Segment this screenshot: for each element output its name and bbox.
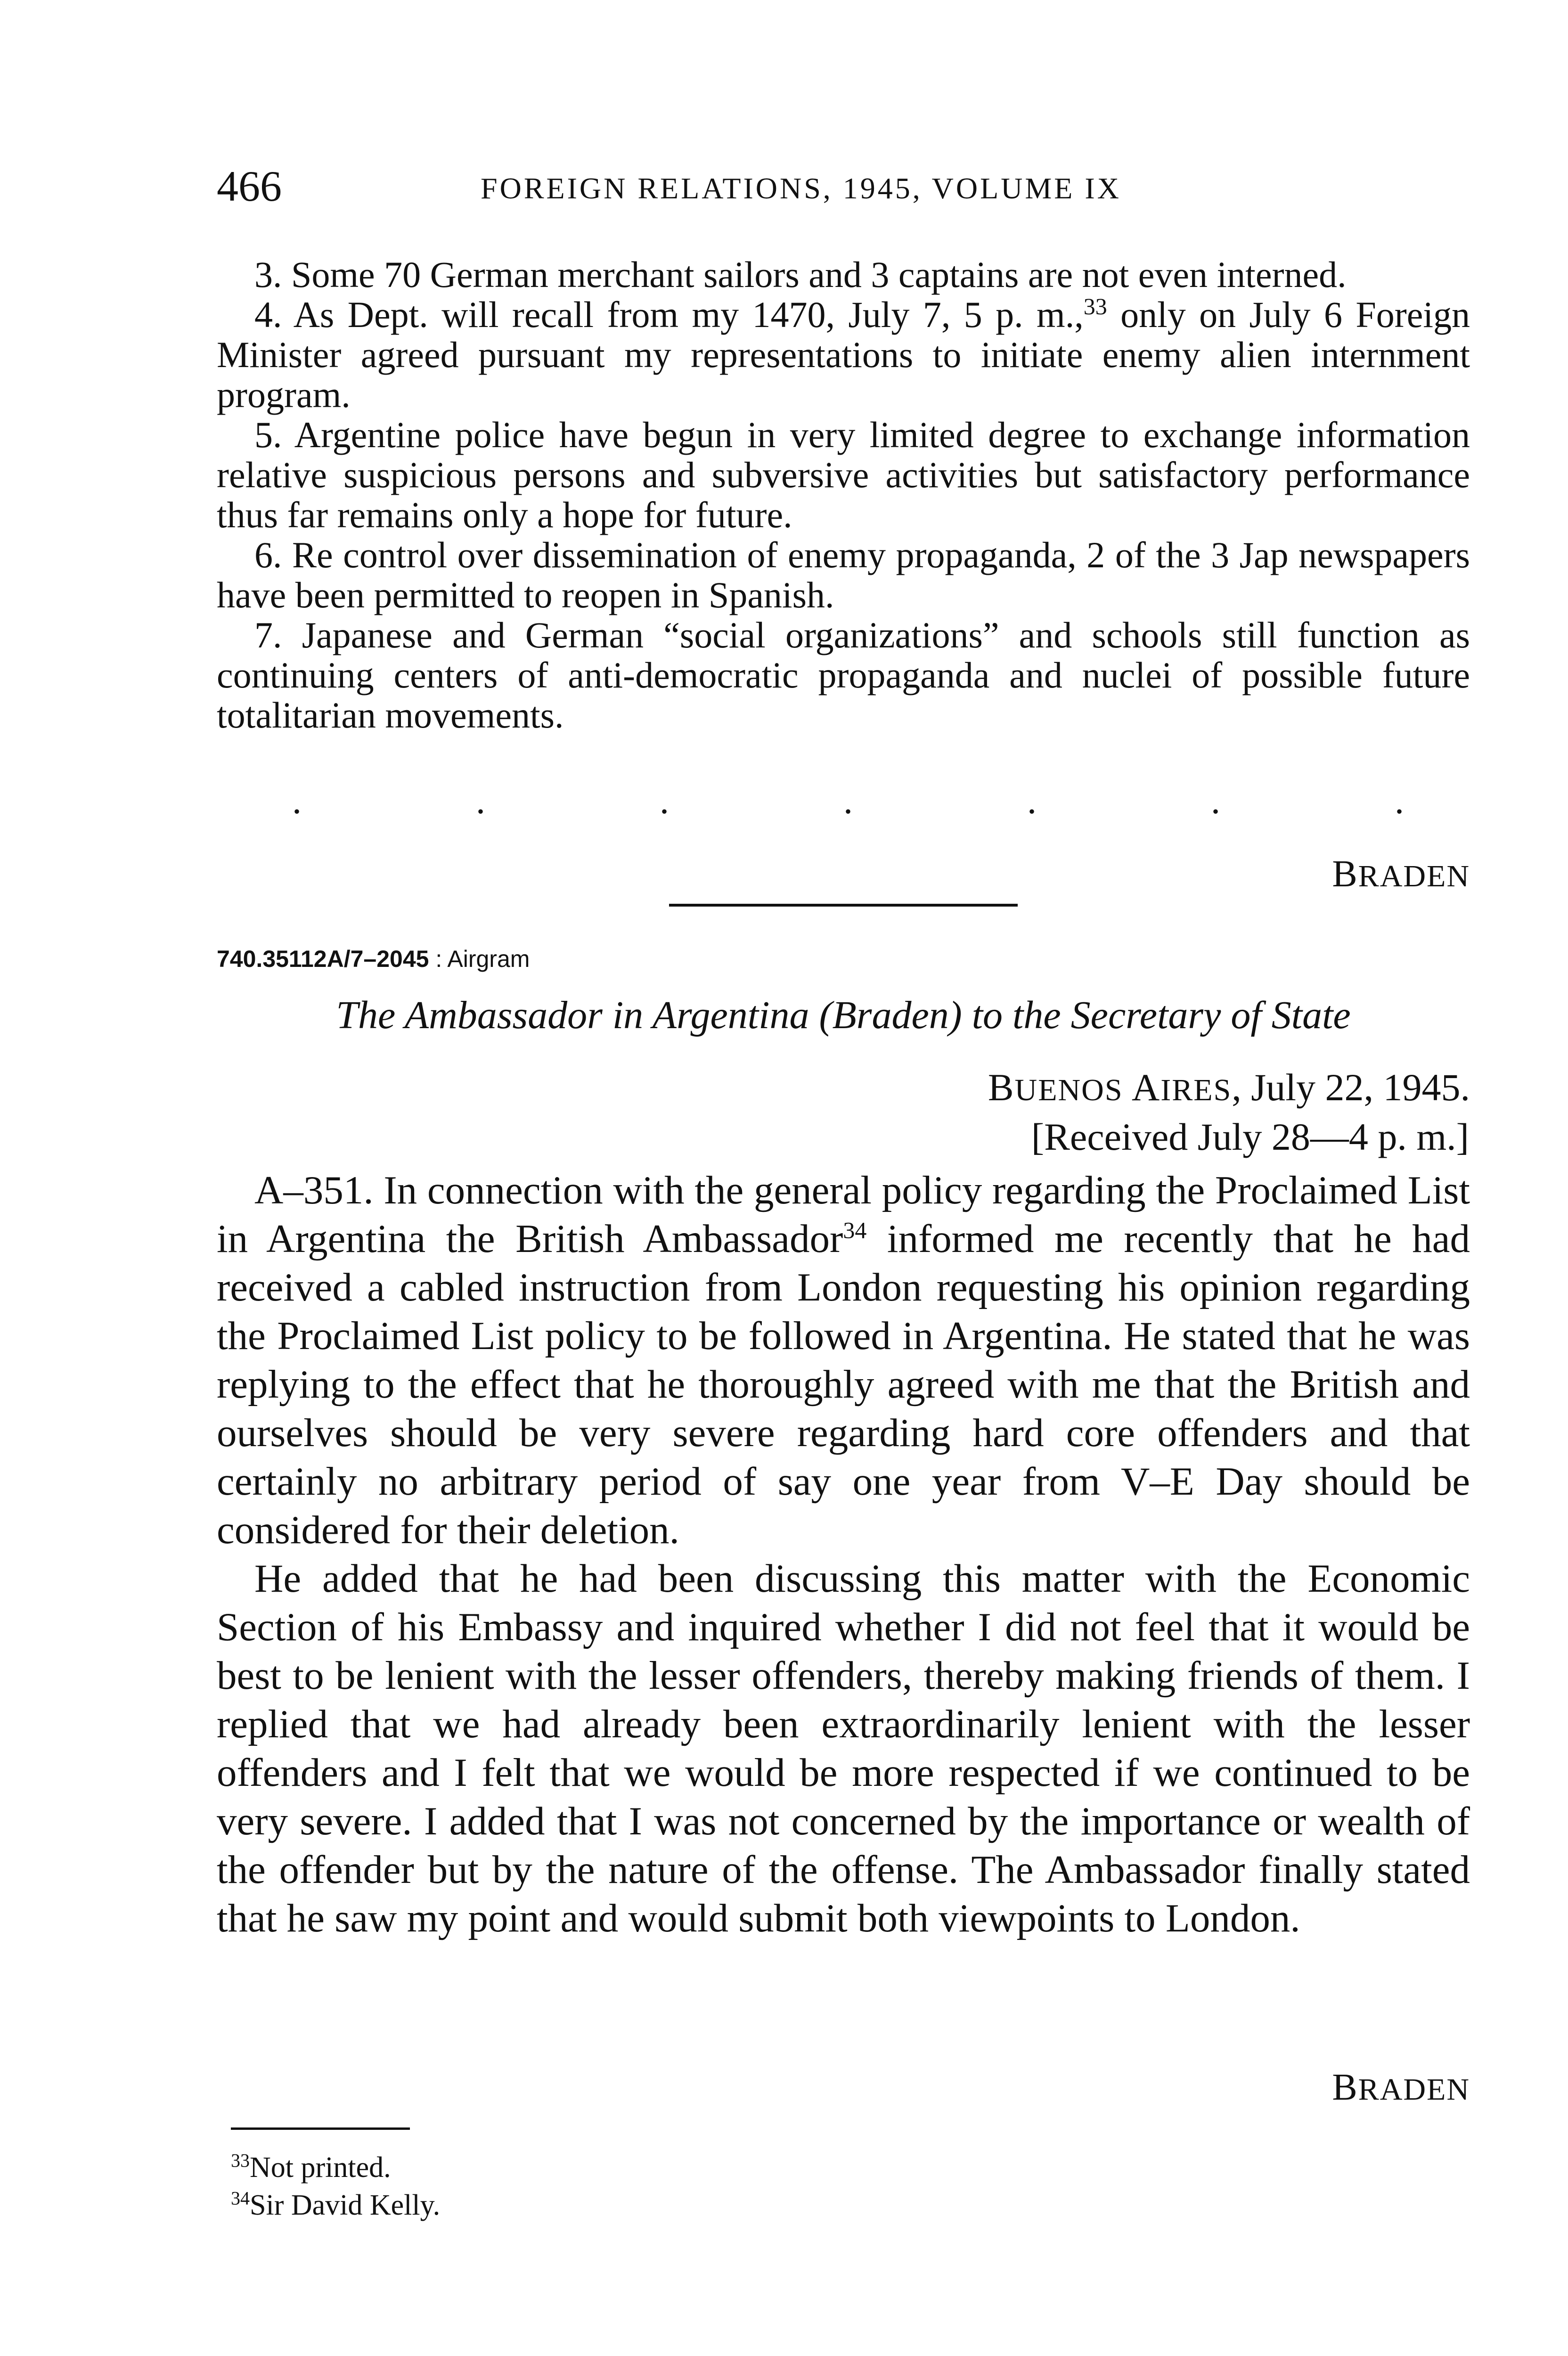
ellipsis-dot: . <box>292 780 302 822</box>
document-heading: The Ambassador in Argentina (Braden) to the Secretary of State <box>336 993 1351 1037</box>
file-reference <box>217 942 530 975</box>
file-number: 740.35112A/7–2045 <box>217 946 429 972</box>
paragraph: 3. Some 70 German merchant sailors and 3 captains are not even interned. <box>254 254 1347 295</box>
document-body <box>217 1166 1470 1943</box>
footnote-reference: 34 <box>843 1217 867 1243</box>
dateline <box>988 1065 1470 1113</box>
place-name: BUENOS AIRES <box>988 1066 1232 1109</box>
footnote-number: 33 <box>231 2150 250 2171</box>
paragraph <box>217 1166 1470 1554</box>
paragraph-text: informed me recently that he had received a cabled instruction from London requesting his opinion regarding the Proclaimed List policy to be followed in Argentina. He stated that he was replying to the effect that he thoroughly agreed with me that the British and ourselves should be very severe regarding hard core offenders and that certainly no arbitrary period of say one year from V–E Day should be considered for their deletion. <box>217 1217 1470 1552</box>
signature-text: BRADEN <box>1332 2067 1470 2108</box>
section-divider <box>669 904 1018 907</box>
footnote-number: 34 <box>231 2187 250 2209</box>
signature-text: BRADEN <box>1332 853 1470 895</box>
ellipsis-dot: . <box>660 780 669 822</box>
footnote-reference: 33 <box>1083 293 1107 319</box>
file-type: : Airgram <box>435 946 530 972</box>
previous-document-body <box>217 254 1470 735</box>
ellipsis-dot: . <box>1395 780 1404 822</box>
page-number: 466 <box>217 162 282 210</box>
paragraph-text: only on July 6 Foreign Minister agreed pursuant my representations to initiate enemy alien internment program. <box>217 294 1470 415</box>
ellipsis-dot: . <box>843 780 853 822</box>
date: , July 22, 1945. <box>1232 1066 1470 1109</box>
omission-ellipsis <box>292 782 1404 820</box>
journal-title: FOREIGN RELATIONS, 1945, VOLUME IX <box>481 172 1121 205</box>
footnote <box>231 2149 440 2186</box>
paragraph: 7. Japanese and German “social organizations” and schools still function as continuing centers of anti-democratic propaganda and nuclei of possible future totalitarian movements. <box>217 614 1470 736</box>
paragraph: 5. Argentine police have begun in very limited degree to exchange information relative suspicious persons and subversive activities but satisfactory performance thus far remains only a hope for future. <box>217 414 1470 535</box>
footnote-text: Sir David Kelly. <box>250 2189 441 2221</box>
paragraph-text: A–351. In connection with the general policy regarding the Proclaimed List in Argentina the British Ambassador <box>217 1168 1470 1261</box>
ellipsis-dot: . <box>1027 780 1037 822</box>
running-head <box>217 160 1470 212</box>
paragraph-text: 4. As Dept. will recall from my 1470, July 7, 5 p. m., <box>254 294 1084 335</box>
received-note: [Received July 28—4 p. m.] <box>1031 1115 1469 1158</box>
paragraph <box>217 294 1470 415</box>
ellipsis-dot: . <box>476 780 485 822</box>
paragraph: He added that he had been discussing this matter with the Economic Section of his Embassy and inquired whether I did not feel that it would be best to be lenient with the lesser offenders, thereby making friends of them. I replied that we had already been extraordinarily lenient with the lesser offenders and I felt that we would be more respected if we continued to be very severe. I added that I was not concerned by the importance or wealth of the offender but by the nature of the offense. The Ambassador finally stated that he saw my point and would submit both viewpoints to London. <box>217 1556 1470 1940</box>
footnotes <box>231 2149 440 2224</box>
signature <box>1332 853 1470 898</box>
paragraph: 6. Re control over dissemination of enemy propaganda, 2 of the 3 Jap newspapers have been permitted to reopen in Spanish. <box>217 534 1470 615</box>
footnote-text: Not printed. <box>250 2151 391 2184</box>
footnote-divider <box>231 2127 410 2130</box>
ellipsis-dot: . <box>1211 780 1220 822</box>
signature <box>1332 2066 1470 2111</box>
footnote <box>231 2186 440 2224</box>
